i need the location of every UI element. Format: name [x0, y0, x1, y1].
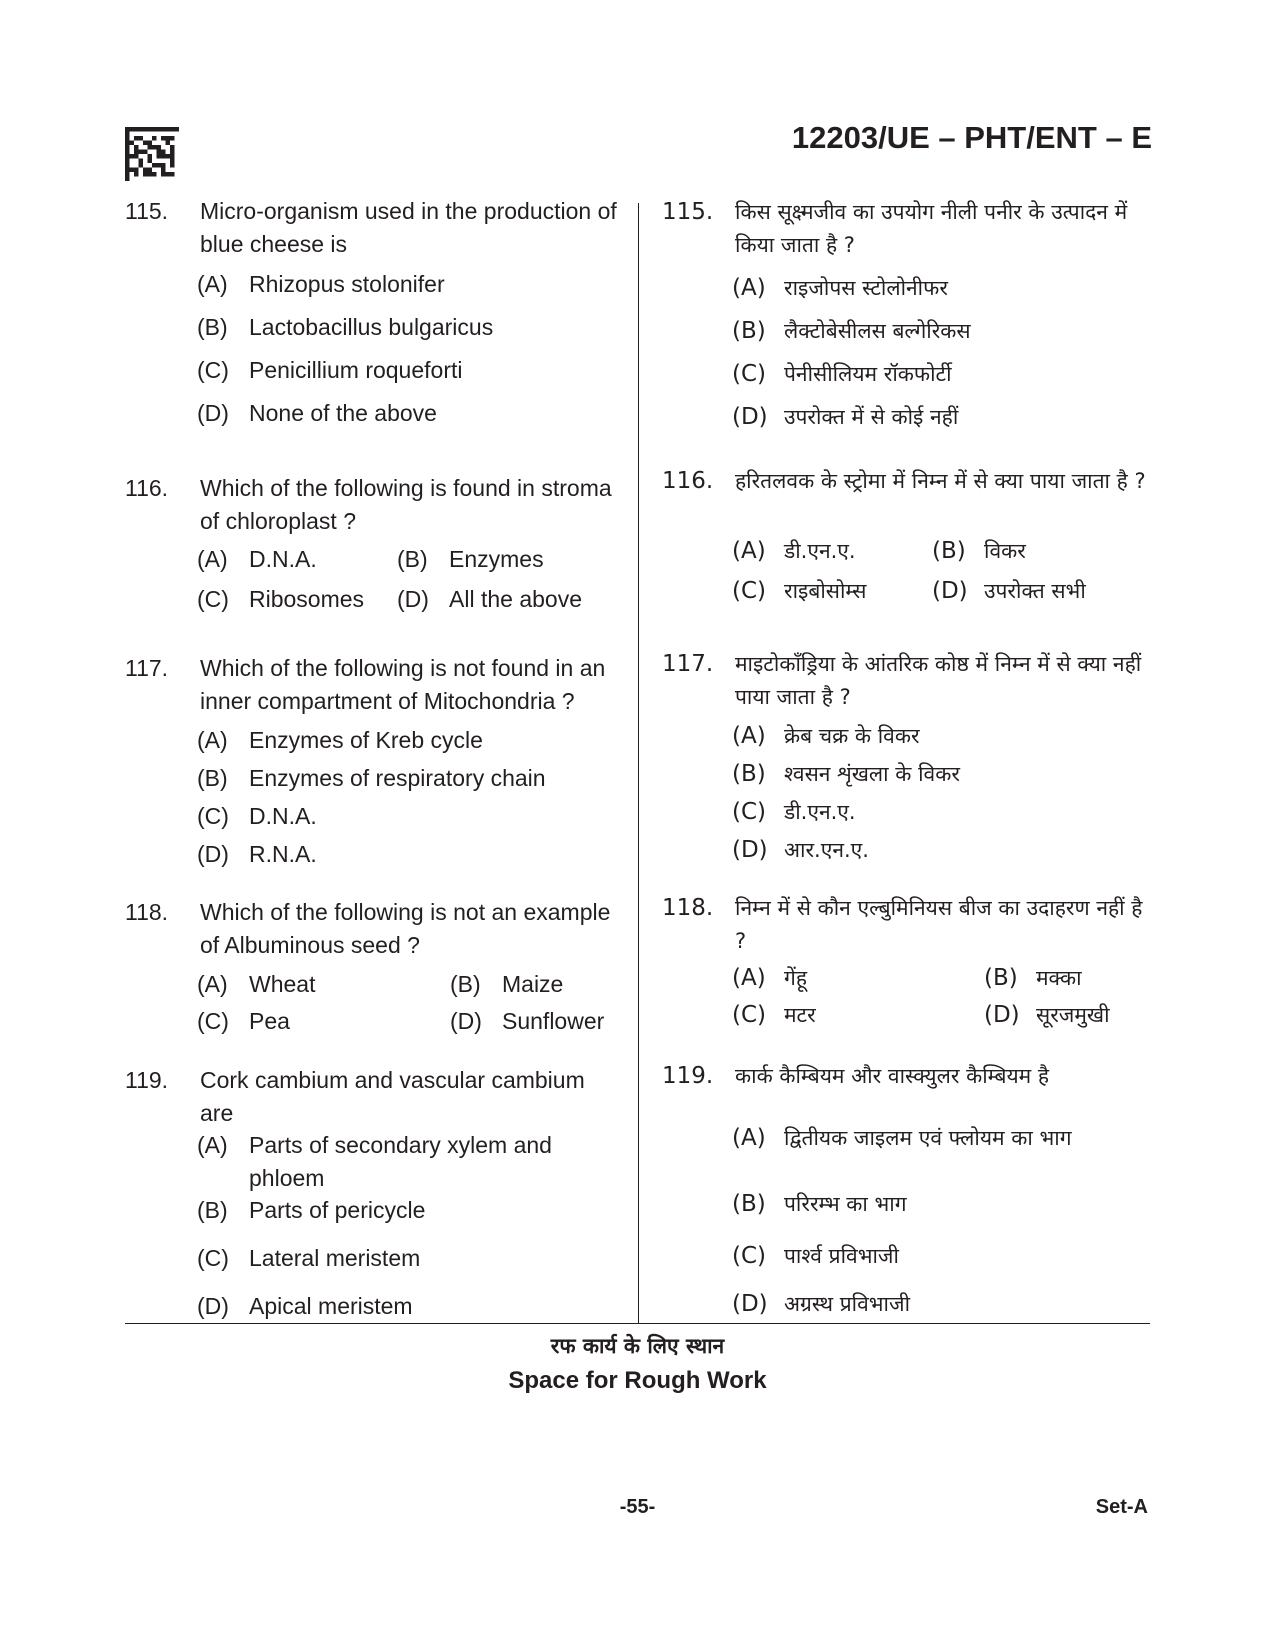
rough-work-label-hindi: रफ कार्य के लिए स्थान: [550, 1334, 725, 1358]
question-number: 117.: [125, 655, 169, 681]
question-text: माइटोकाँड्रिया के आंतरिक कोष्ठ में निम्न में से क्या नहीं पाया जाता है ?: [735, 652, 1142, 709]
question-text: कार्क कैम्बियम और वास्क्युलर कैम्बियम है: [735, 1064, 1050, 1088]
bottom-rule: [125, 1323, 1150, 1324]
question-number: 116.: [125, 475, 169, 501]
rough-work-label: Space for Rough Work: [508, 1367, 767, 1394]
page-number: -55-: [619, 1496, 656, 1518]
question-text: हरितलवक के स्ट्रोमा में निम्न में से क्या पाया जाता है ?: [735, 469, 1146, 493]
question-text: Micro-organism used in the production of blue cheese is: [200, 198, 617, 257]
question-number: 118.: [125, 899, 169, 925]
question-text: किस सूक्ष्मजीव का उपयोग नीली पनीर के उत्पादन में किया जाता है ?: [735, 200, 1128, 257]
question-text: Cork cambium and vascular cambium are: [200, 1067, 585, 1126]
column-divider: [638, 203, 639, 1323]
question-text: Which of the following is found in stroma of chloroplast ?: [200, 475, 612, 534]
question-number: 119.: [662, 1063, 714, 1089]
qr-code: [125, 127, 179, 181]
set-label: Set-A: [1095, 1496, 1148, 1518]
paper-code: 12203/UE – PHT/ENT – E: [791, 120, 1152, 155]
question-number: 117.: [662, 651, 714, 677]
question-number: 118.: [662, 895, 714, 921]
question-number: 115.: [662, 199, 714, 225]
question-text: Which of the following is not found in an inner compartment of Mitochondria ?: [200, 655, 606, 714]
question-text: Which of the following is not an example of Albuminous seed ?: [200, 899, 611, 958]
question-number: 119.: [125, 1067, 169, 1093]
question-text: निम्न में से कौन एल्बुमिनियस बीज का उदाहरण नहीं है ?: [735, 896, 1143, 953]
question-number: 116.: [662, 468, 714, 494]
question-number: 115.: [125, 198, 169, 224]
